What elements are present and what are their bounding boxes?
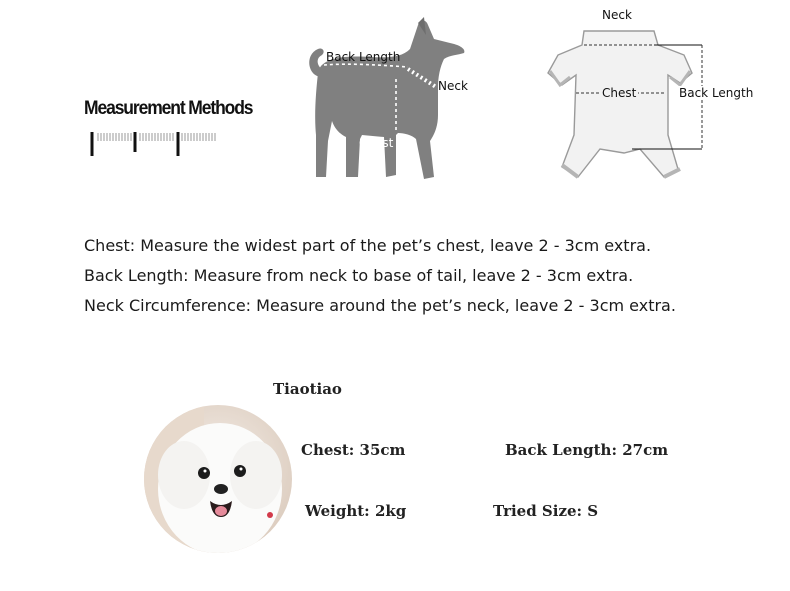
garment-chest-label: Chest: [602, 86, 637, 100]
instruction-chest: Chest: Measure the widest part of the pet’s chest, leave 2 - 3cm extra.: [84, 236, 652, 255]
model-chest: Chest: 35cm: [301, 441, 406, 459]
measurement-methods-title: Measurement Methods: [84, 98, 253, 119]
model-name: Tiaotiao: [273, 380, 342, 398]
instruction-neck: Neck Circumference: Measure around the pet’s neck, leave 2 - 3cm extra.: [84, 296, 676, 315]
dog-back-length-label: Back Length: [326, 50, 401, 64]
instruction-back-length: Back Length: Measure from neck to base of tail, leave 2 - 3cm extra.: [84, 266, 634, 285]
model-tried-size: Tried Size: S: [493, 502, 599, 520]
dog-neck-label: Neck: [438, 79, 468, 93]
garment-diagram: [540, 25, 710, 185]
model-back-length: Back Length: 27cm: [505, 441, 669, 459]
dog-photo: [144, 405, 292, 553]
dog-silhouette-diagram: [300, 15, 480, 185]
model-weight: Weight: 2kg: [305, 502, 407, 520]
ruler-icon: [88, 128, 220, 158]
garment-back-length-label: Back Length: [679, 86, 754, 100]
dog-chest-label: Chest: [359, 136, 394, 150]
garment-neck-label: Neck: [602, 8, 632, 22]
